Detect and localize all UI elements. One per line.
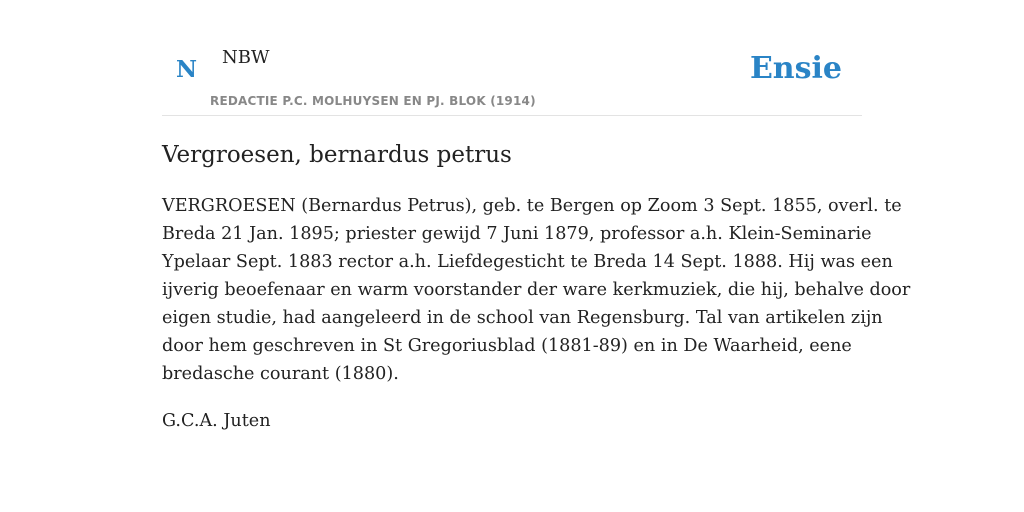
article-body-line: door hem geschreven in St Gregoriusblad (1881-89) en in De Waarheid, eene <box>162 336 852 356</box>
article-body-line: VERGROESEN (Bernardus Petrus), geb. te Bergen op Zoom 3 Sept. 1855, overl. te <box>162 196 902 216</box>
article-body-line: Breda 21 Jan. 1895; priester gewijd 7 Juni 1879, professor a.h. Klein-Seminarie <box>162 224 872 244</box>
article-body-line: bredasche courant (1880). <box>162 364 399 384</box>
article-body-line: eigen studie, had aangeleerd in de school van Regensburg. Tal van artikelen zijn <box>162 308 883 328</box>
article-author: G.C.A. Juten <box>162 411 271 431</box>
document-page <box>162 0 911 512</box>
source-title[interactable]: NBW <box>222 47 270 68</box>
article-title: Vergroesen, bernardus petrus <box>162 142 512 168</box>
source-header <box>162 0 862 116</box>
article-body-line: ijverig beoefenaar en warm voorstander der ware kerkmuziek, die hij, behalve door <box>162 280 911 300</box>
ensie-logo-link[interactable]: Ensie <box>749 51 842 86</box>
source-editors: REDACTIE P.C. MOLHUYSEN EN PJ. BLOK (1914) <box>210 94 536 108</box>
source-logo[interactable]: N <box>176 56 198 83</box>
article-body-line: Ypelaar Sept. 1883 rector a.h. Liefdegesticht te Breda 14 Sept. 1888. Hij was een <box>162 252 893 272</box>
article-body <box>162 192 911 388</box>
